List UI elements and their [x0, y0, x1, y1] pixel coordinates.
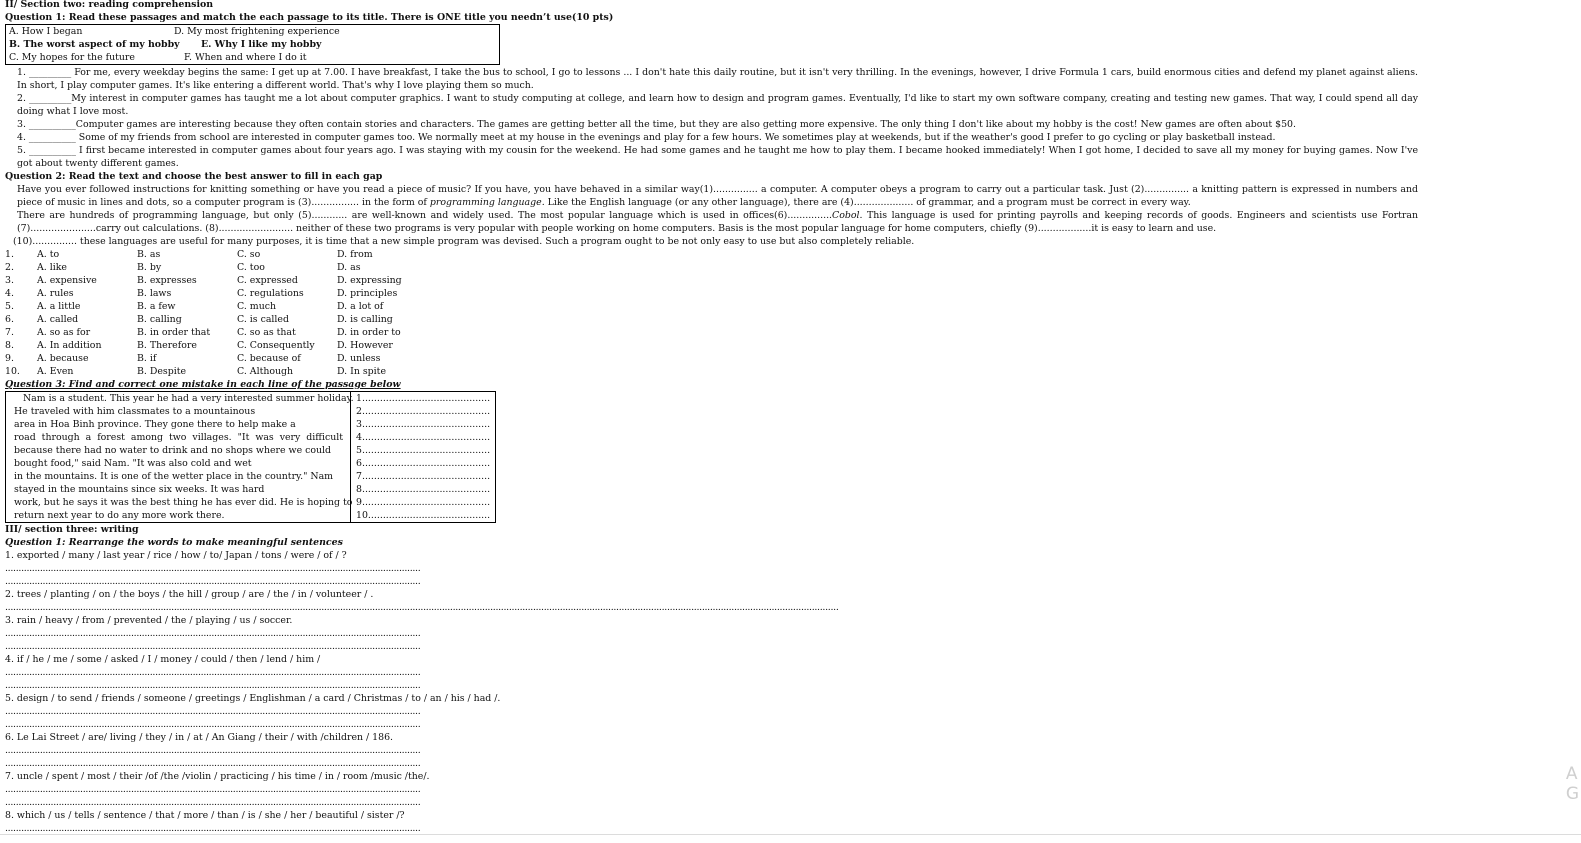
- edge-watermark: [1566, 764, 1579, 804]
- worksheet-page: [5, 0, 1418, 835]
- choice-b: B. Therefore: [137, 340, 197, 351]
- titles-row: [9, 25, 496, 38]
- answer-dotline: ...........................................................................................................................................................: [5, 680, 421, 691]
- title-option-b: B. The worst aspect of my hobby: [9, 39, 180, 50]
- choice-b: B. laws: [137, 288, 172, 299]
- passage-line: Nam is a student. This year he had a very interested summer holiday.: [14, 393, 354, 404]
- passage-1: 1. _________ For me, every weekday begins the same: I get up at 7.00. I have breakfast, I take the bus to school, I go to lessons ... I don't hate this daily routine, but it isn't very thrilling. In the evenings, however, I drive Formula 1 cars, build enormous cities and defend my planet against aliens. In short, I play computer games. It's like entering a different world. That's why I love playing them so much.: [17, 67, 1418, 91]
- choice-row: [5, 313, 1418, 326]
- choice-number: 9.: [5, 353, 14, 364]
- answer-dotline: ...........................................................................................................................................................: [5, 706, 421, 717]
- choice-b: B. as: [137, 249, 161, 260]
- choice-c: C. Consequently: [237, 340, 315, 351]
- cloze-text: . Like the English language (or any other language), there are (4).................... of grammar, and a program must be correct in every way.: [541, 197, 1191, 208]
- choice-b: B. if: [137, 353, 157, 364]
- passage-line: work, but he says it was the best thing he has ever did. He is hoping to: [14, 497, 353, 508]
- choice-b: B. calling: [137, 314, 182, 325]
- cloze-paragraph-3: (10)............... these languages are useful for many purposes, it is time that a new simple program was devised. Such a program ought to be not only easy to use but also completely reliable.: [13, 236, 915, 247]
- choice-b: B. by: [137, 262, 162, 273]
- section3-title: III/ section three: writing: [5, 524, 139, 535]
- passage-5: 5. __________ I first became interested in computer games about four years ago. I was staying with my cousin for the weekend. He had some games and he taught me how to play them. I became hooked immediately! When I got home, I decided to save all my money for buying games. Now I've got about twenty different games.: [17, 145, 1418, 169]
- rearrange-prompt: 3. rain / heavy / from / prevented / the / playing / us / soccer.: [5, 615, 293, 626]
- cloze-paragraph-2: [5, 209, 1418, 235]
- choice-number: 8.: [5, 340, 14, 351]
- cloze-text: There are hundreds of programming language, but only (5)............ are well-known and widely used. The most popular language which is used in offices(6)...............: [17, 210, 833, 221]
- answer-blank: 4...........................................: [356, 432, 491, 443]
- cloze-paragraph-1: [5, 183, 1418, 209]
- choice-number: 10.: [5, 366, 20, 377]
- choice-d: D. In spite: [337, 366, 386, 377]
- choice-number: 4.: [5, 288, 14, 299]
- choice-b: B. Despite: [137, 366, 187, 377]
- choice-a: A. to: [37, 249, 60, 260]
- choice-row: [5, 365, 1418, 378]
- answer-lines: [351, 392, 495, 522]
- choice-row: [5, 300, 1418, 313]
- rearrange-prompt: 6. Le Lai Street / are/ living / they / in / at / An Giang / their / with /children / 186.: [5, 732, 394, 743]
- answer-dotline: ...........................................................................................................................................................: [5, 576, 421, 587]
- passage-line: road through a forest among two villages. "It was very difficult: [14, 432, 343, 443]
- answer-blank: 7...........................................: [356, 471, 491, 482]
- answer-dotline: ...........................................................................................................................................................: [5, 667, 421, 678]
- choice-c: C. because of: [237, 353, 301, 364]
- choice-d: D. unless: [337, 353, 381, 364]
- choice-a: A. rules: [37, 288, 74, 299]
- rearrange-items: [5, 549, 1418, 835]
- answer-dotline: ...........................................................................................................................................................: [5, 758, 421, 769]
- choice-c: C. expressed: [237, 275, 298, 286]
- page-divider: [0, 834, 1581, 835]
- answer-dotline: ...........................................................................................................................................................: [5, 719, 421, 730]
- choice-d: D. a lot of: [337, 301, 384, 312]
- choice-a: A. called: [37, 314, 79, 325]
- q2-title: Question 2: Read the text and choose the best answer to fill in each gap: [5, 171, 383, 182]
- passage-lines: [6, 392, 354, 522]
- answer-dotline: ...........................................................................................................................................................: [5, 797, 421, 808]
- passage-2: 2. _________My interest in computer games has taught me a lot about computer graphics. I want to study computing at college, and learn how to design and program games. Eventually, I'd like to start my own software company, creating and testing new games. That way, I could spend all day doing what I love most.: [17, 93, 1418, 117]
- rearrange-prompt: 4. if / he / me / some / asked / I / money / could / then / lend / him /: [5, 654, 321, 665]
- choice-b: B. expresses: [137, 275, 197, 286]
- titles-box: [5, 24, 500, 65]
- choice-d: D. principles: [337, 288, 398, 299]
- choice-d: D. However: [337, 340, 393, 351]
- answer-dotline: ...........................................................................................................................................................: [5, 745, 421, 756]
- passage-line: in the mountains. It is one of the wetter place in the country." Nam: [14, 471, 334, 482]
- choice-number: 3.: [5, 275, 14, 286]
- passage-line: bought food," said Nam. "It was also cold and wet: [14, 458, 252, 469]
- titles-row: [9, 51, 496, 64]
- choice-row: [5, 326, 1418, 339]
- rearrange-prompt: 8. which / us / tells / sentence / that / more / than / is / she / her / beautiful / sister /?: [5, 810, 405, 821]
- answer-dotline: ...........................................................................................................................................................: [5, 641, 421, 652]
- choice-number: 5.: [5, 301, 14, 312]
- choice-a: A. because: [37, 353, 89, 364]
- answer-dotline: ...........................................................................................................................................................: [5, 628, 421, 639]
- passage-4: 4. __________ Some of my friends from school are interested in computer games too. We normally meet at my house in the evenings and play for a few hours. We sometimes play at weekends, but if the weather's good I prefer to go cycling or play basketball instead.: [17, 132, 1276, 143]
- choice-number: 7.: [5, 327, 14, 338]
- choice-c: C. so: [237, 249, 261, 260]
- passage-line: He traveled with him classmates to a mountainous: [14, 406, 256, 417]
- rearrange-prompt: 1. exported / many / last year / rice / how / to/ Japan / tons / were / of / ?: [5, 550, 347, 561]
- choice-a: A. Even: [37, 366, 74, 377]
- choice-c: C. so as that: [237, 327, 296, 338]
- choice-row: [5, 287, 1418, 300]
- choice-number: 6.: [5, 314, 14, 325]
- cloze-italic: programming language: [429, 197, 542, 208]
- choice-a: A. a little: [37, 301, 81, 312]
- choice-c: C. Although: [237, 366, 294, 377]
- choice-c: C. much: [237, 301, 277, 312]
- passage-line: area in Hoa Binh province. They gone there to help make a: [14, 419, 296, 430]
- answer-blank: 6...........................................: [356, 458, 491, 469]
- passage-3: 3. __________Computer games are interesting because they often contain stories and characters. The games are getting better all the time, but they are also getting more expensive. The only thing I don't like about my hobby is the cost! New games are often about $50.: [17, 119, 1297, 130]
- cloze-italic: Cobol: [832, 210, 860, 221]
- edge-letter: G: [1565, 784, 1579, 804]
- title-option-a: A. How I began: [9, 26, 83, 37]
- title-option-e: E. Why I like my hobby: [201, 39, 322, 50]
- q1-title: Question 1: Read these passages and match the each passage to its title. There is ONE title you needn’t use(10 pts): [5, 12, 614, 23]
- answer-dotline: ...........................................................................................................................................................: [5, 563, 421, 574]
- rearrange-prompt: 5. design / to send / friends / someone / greetings / Englishman / a card / Christmas / to / an / his / had /.: [5, 693, 501, 704]
- choice-d: D. from: [337, 249, 373, 260]
- answer-dotline: ...........................................................................................................................................................: [5, 823, 421, 834]
- section2-title: II/ Section two: reading comprehension: [5, 0, 214, 10]
- choice-d: D. expressing: [337, 275, 402, 286]
- answer-blank: 9...........................................: [356, 497, 491, 508]
- titles-row: [9, 38, 496, 51]
- choice-row: [5, 248, 1418, 261]
- answer-blank: 5...........................................: [356, 445, 491, 456]
- edge-letter: A: [1565, 764, 1578, 784]
- choice-row: [5, 274, 1418, 287]
- choices-table: [5, 248, 1418, 378]
- writing-q1-title: Question 1: Rearrange the words to make meaningful sentences: [5, 537, 343, 548]
- answer-blank: 1...........................................: [356, 393, 491, 404]
- choice-a: A. so as for: [37, 327, 91, 338]
- title-option-c: C. My hopes for the future: [9, 52, 135, 63]
- q3-title: Question 3: Find and correct one mistake in each line of the passage below: [5, 379, 401, 390]
- answer-blank: 2...........................................: [356, 406, 491, 417]
- choice-number: 1.: [5, 249, 14, 260]
- cloze-text: Have you ever followed instructions for knitting something or have you read a piece of music? If you have, you have behaved in a similar way(1)............... a computer. A computer obeys a program to carry out a particular task. Just (2)............... a knitting pattern is expressed in numbers and piece of music in lines and dots, so a computer program is (3)................ in the form of: [17, 184, 1418, 208]
- rearrange-prompt: 7. uncle / spent / most / their /of /the /violin / practicing / his time / in / room /music /the/.: [5, 771, 430, 782]
- answer-dotline: ...........................................................................................................................................................: [5, 784, 421, 795]
- choice-d: D. as: [337, 262, 361, 273]
- choice-row: [5, 339, 1418, 352]
- choice-row: [5, 352, 1418, 365]
- choice-d: D. is calling: [337, 314, 393, 325]
- choice-number: 2.: [5, 262, 14, 273]
- answer-blank: 8...........................................: [356, 484, 491, 495]
- choice-c: C. too: [237, 262, 265, 273]
- choice-b: B. in order that: [137, 327, 211, 338]
- choice-d: D. in order to: [337, 327, 401, 338]
- choice-a: A. like: [37, 262, 67, 273]
- choice-b: B. a few: [137, 301, 176, 312]
- answer-blank: 10.........................................: [356, 510, 491, 521]
- choice-c: C. is called: [237, 314, 289, 325]
- passage-line: return next year to do any more work there.: [14, 510, 225, 521]
- answer-blank: 3...........................................: [356, 419, 491, 430]
- choice-a: A. In addition: [37, 340, 102, 351]
- choice-a: A. expensive: [37, 275, 97, 286]
- cloze-text: . This language is used for printing payrolls and keeping records of goods. Engineers and scientists use Fortran (7)......................carry out calculations. (8)......................... neither of these two programs is very popular with people working on home computers. Basis is the most popular language for home computers, chiefly (9)..................it is easy to learn and use.: [17, 210, 1418, 234]
- passage-line: stayed in the mountains since six weeks. It was hard: [14, 484, 265, 495]
- passage-line: because there had no water to drink and no shops where we could: [14, 445, 332, 456]
- choice-c: C. regulations: [237, 288, 304, 299]
- title-option-d: D. My most frightening experience: [174, 26, 340, 37]
- choice-row: [5, 261, 1418, 274]
- title-option-f: F. When and where I do it: [184, 52, 307, 63]
- answer-dotline: .......................................................................................................................................................................................................................................................................................................................: [5, 602, 839, 613]
- rearrange-prompt: 2. trees / planting / on / the boys / the hill / group / are / the / in / volunteer / .: [5, 589, 374, 600]
- error-correction-box: [5, 391, 496, 523]
